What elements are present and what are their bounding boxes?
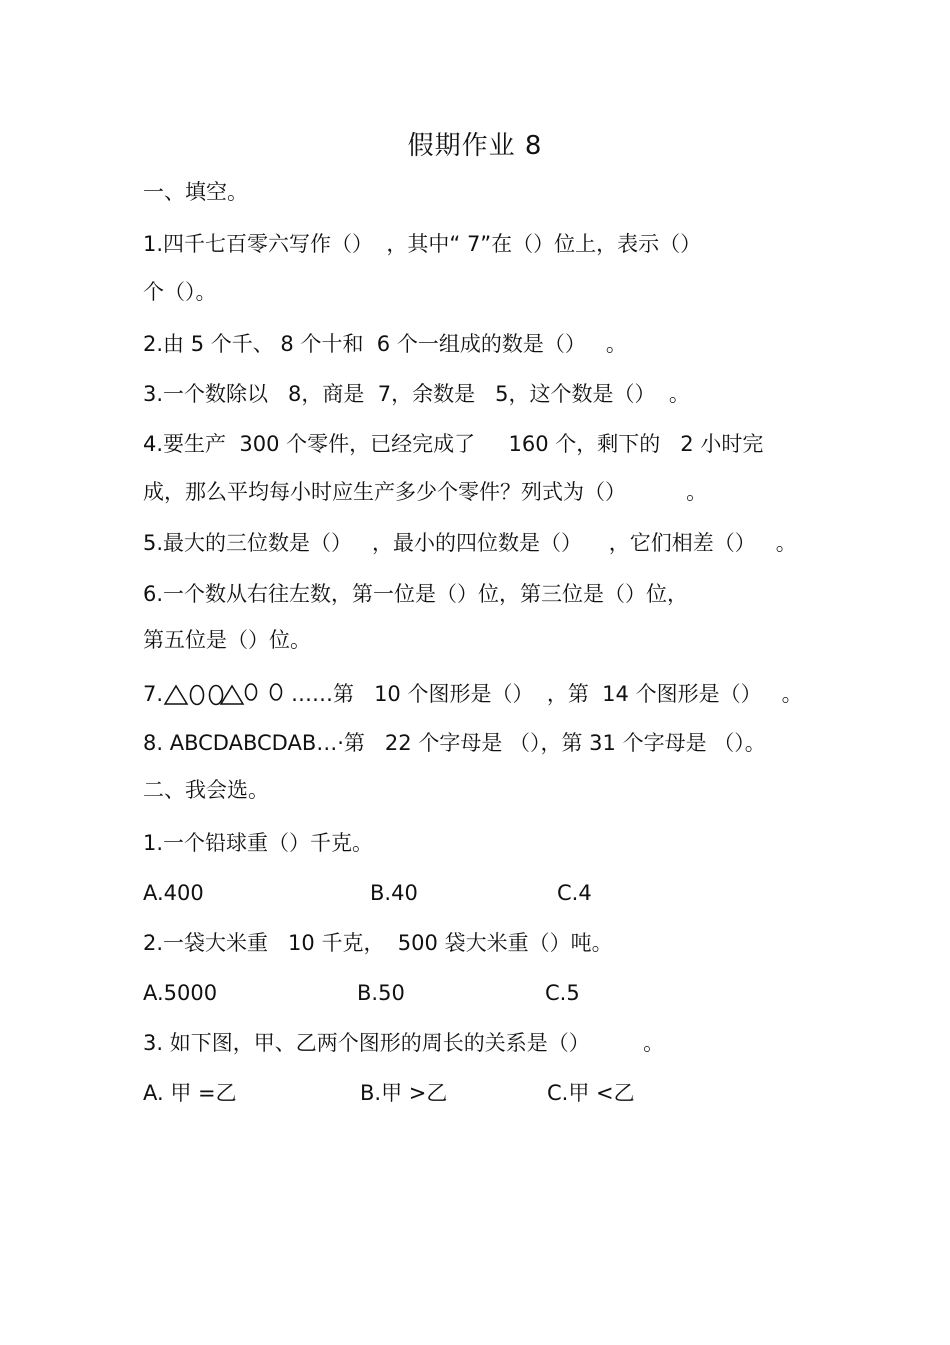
- question-2-2-option-b: B.50: [357, 981, 405, 1005]
- question-2-1-option-a: A.400: [143, 881, 204, 905]
- question-2-1-option-c: C.4: [557, 881, 592, 905]
- triangle-icon: [221, 686, 243, 704]
- ellipse-icon: [246, 684, 257, 700]
- question-1-1-line1: 1.四千七百零六写作（） ，其中“ 7”在（）位上，表示（）: [143, 232, 702, 256]
- question-1-8: 8. ABCDABCDAB…·第 22 个字母是 （），第 31 个字母是 （）。: [143, 731, 766, 755]
- question-1-5: 5.最大的三位数是（） ，最小的四位数是（） ，它们相差（） 。: [143, 531, 797, 555]
- question-1-4-line2: 成，那么平均每小时应生产多少个零件？列式为（） 。: [143, 480, 708, 504]
- triangle-icon: [165, 686, 187, 704]
- question-1-6-line1: 6.一个数从右往左数，第一位是（）位，第三位是（）位，: [143, 582, 689, 606]
- ellipse-icon: [191, 686, 204, 705]
- section2-heading: 二、我会选。: [143, 778, 269, 802]
- question-2-1-option-b: B.40: [370, 881, 418, 905]
- question-2-1: 1.一个铅球重（）千克。: [143, 831, 374, 855]
- section1-heading: 一、填空。: [143, 180, 248, 204]
- question-2-3-option-c: C.甲 <乙: [547, 1081, 635, 1105]
- question-1-7-text: ……第 10 个图形是（） ，第 14 个图形是（） 。: [291, 682, 803, 706]
- question-1-6-line2: 第五位是（）位。: [143, 628, 311, 652]
- page-title: 假期作业 8: [407, 131, 543, 161]
- question-1-3: 3.一个数除以 8，商是 7，余数是 5，这个数是（） 。: [143, 382, 690, 406]
- ellipse-icon: [210, 686, 223, 705]
- question-1-7: [143, 680, 803, 708]
- question-1-1-line2: 个（）。: [143, 280, 217, 304]
- ellipse-icon: [271, 684, 282, 700]
- question-1-4-line1: 4.要生产 300 个零件，已经完成了 160 个，剩下的 2 小时完: [143, 432, 764, 456]
- question-2-2-option-c: C.5: [545, 981, 580, 1005]
- question-2-3-option-b: B.甲 >乙: [360, 1081, 448, 1105]
- question-2-2: 2.一袋大米重 10 千克， 500 袋大米重（）吨。: [143, 931, 613, 955]
- question-1-2: 2.由 5 个千、 8 个十和 6 个一组成的数是（） 。: [143, 332, 627, 356]
- question-1-7-number: 7.: [143, 682, 164, 706]
- shape-sequence: [163, 680, 291, 708]
- question-2-3-option-a: A. 甲 =乙: [143, 1081, 237, 1105]
- question-2-3: 3. 如下图，甲、乙两个图形的周长的关系是（） 。: [143, 1031, 665, 1055]
- question-2-2-option-a: A.5000: [143, 981, 218, 1005]
